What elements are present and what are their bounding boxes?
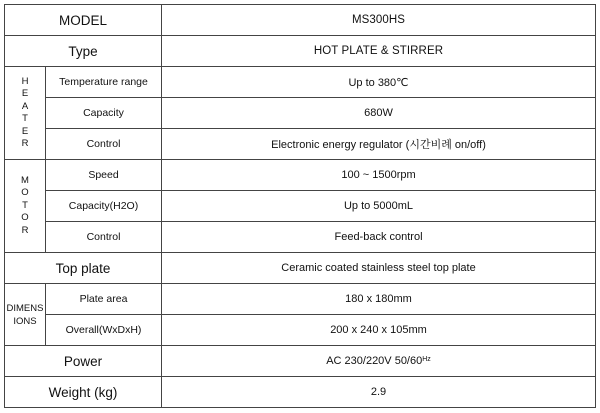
row-type <box>5 36 596 67</box>
heater-letter: T <box>22 113 28 124</box>
row-overall <box>5 315 596 346</box>
row-heater-capacity <box>5 98 596 129</box>
motor-letter: O <box>21 212 29 224</box>
heater-control-value: Electronic energy regulator (시간비례 on/off) <box>162 129 596 160</box>
dimensions-label-line1: DIMENS <box>6 302 44 314</box>
heater-group-label <box>5 67 46 160</box>
row-top-plate <box>5 253 596 284</box>
power-unit: Hz <box>422 356 431 363</box>
motor-speed-label: Speed <box>46 160 162 191</box>
dimensions-label-line2: IONS <box>13 315 37 327</box>
motor-capacity-value: Up to 5000mL <box>162 191 596 222</box>
motor-speed-value: 100 ~ 1500rpm <box>162 160 596 191</box>
top-plate-label: Top plate <box>5 253 162 284</box>
spec-table <box>4 4 596 408</box>
row-heater-control <box>5 129 596 160</box>
motor-letter: R <box>21 224 29 236</box>
row-plate-area <box>5 284 596 315</box>
motor-letter: M <box>21 174 29 186</box>
row-motor-speed <box>5 160 596 191</box>
motor-group-label <box>5 160 46 253</box>
motor-letter: O <box>21 187 29 199</box>
heater-letter: H <box>21 75 29 87</box>
power-label: Power <box>5 346 162 377</box>
top-plate-value: Ceramic coated stainless steel top plate <box>162 253 596 284</box>
heater-letter: R <box>21 138 29 149</box>
row-heater-temperature <box>5 67 596 98</box>
heater-letter: E <box>21 88 29 99</box>
motor-letter: T <box>22 199 28 211</box>
dimensions-group-label <box>5 284 46 346</box>
heater-temperature-label: Temperature range <box>46 67 162 98</box>
row-motor-control <box>5 222 596 253</box>
row-model <box>5 5 596 36</box>
heater-capacity-label: Capacity <box>46 98 162 129</box>
type-value: HOT PLATE & STIRRER <box>162 36 596 67</box>
weight-value: 2.9 <box>162 377 596 408</box>
power-value-cell <box>162 346 596 377</box>
model-value: MS300HS <box>162 5 596 36</box>
row-motor-capacity <box>5 191 596 222</box>
type-label: Type <box>5 36 162 67</box>
motor-control-label: Control <box>46 222 162 253</box>
motor-capacity-label: Capacity(H2O) <box>46 191 162 222</box>
motor-control-value: Feed-back control <box>162 222 596 253</box>
heater-letter: A <box>21 100 29 112</box>
overall-label: Overall(WxDxH) <box>46 315 162 346</box>
heater-temperature-value: Up to 380℃ <box>162 67 596 98</box>
overall-value: 200 x 240 x 105mm <box>162 315 596 346</box>
row-power <box>5 346 596 377</box>
model-label: MODEL <box>5 5 162 36</box>
plate-area-label: Plate area <box>46 284 162 315</box>
heater-capacity-value: 680W <box>162 98 596 129</box>
weight-label: Weight (kg) <box>5 377 162 408</box>
power-value: AC 230/220V 50/60 <box>326 355 423 367</box>
plate-area-value: 180 x 180mm <box>162 284 596 315</box>
heater-control-label: Control <box>46 129 162 160</box>
row-weight <box>5 377 596 408</box>
heater-letter: E <box>21 125 29 137</box>
